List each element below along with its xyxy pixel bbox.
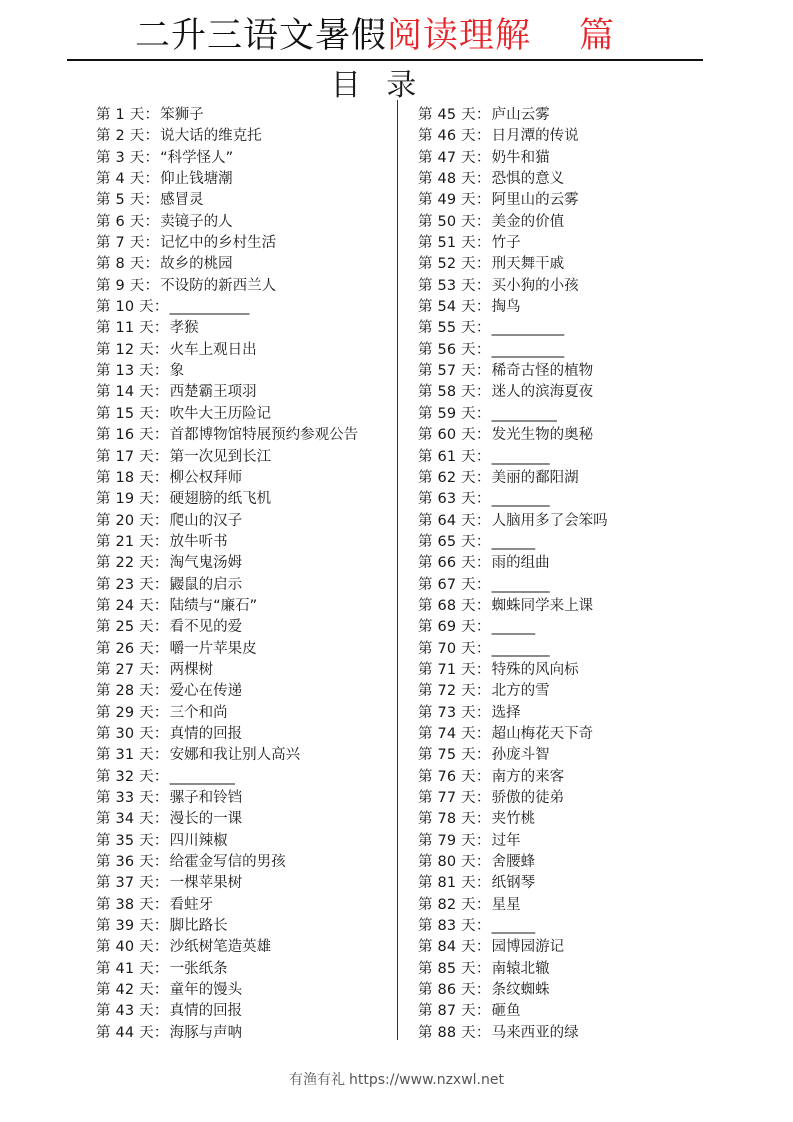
toc-entry	[418, 788, 718, 809]
toc-entry-title: 爬山的汉子	[169, 512, 243, 529]
toc-entry	[418, 276, 718, 297]
title-black-part: 二升三语文暑假	[135, 16, 388, 56]
toc-entry-title: 星星	[491, 896, 521, 913]
toc-entry-day: 第 23 天：	[96, 576, 169, 593]
toc-entry-title: 两棵树	[169, 661, 214, 678]
toc-entry-day: 第 16 天：	[96, 427, 169, 444]
toc-entry-title: 记忆中的乡村生活	[160, 235, 277, 252]
toc-entry	[96, 724, 396, 745]
toc-entry-title: 漫长的一课	[169, 811, 243, 828]
toc-entry-title: 仰止钱塘潮	[160, 171, 233, 188]
toc-entry	[96, 703, 396, 724]
toc-entry-title: ________	[491, 491, 550, 508]
toc-entry	[418, 980, 718, 1001]
toc-entry-title: _________	[491, 405, 557, 422]
toc-entry-title: __________	[491, 320, 565, 337]
toc-entry-title: 砸鱼	[491, 1003, 521, 1020]
toc-entry	[418, 745, 718, 766]
toc-entry	[418, 489, 718, 510]
toc-entry-title: ________	[491, 640, 550, 657]
toc-entry	[418, 212, 718, 233]
toc-entry-title: 海豚与声呐	[169, 1024, 243, 1041]
toc-entry	[418, 937, 718, 958]
toc-entry	[96, 404, 396, 425]
toc-entry-title: 淘气鬼汤姆	[169, 555, 243, 572]
toc-entry-title: 笨狮子	[160, 107, 204, 123]
toc-entry-day: 第 85 天：	[418, 960, 491, 977]
toc-entry-day: 第 53 天：	[418, 277, 491, 294]
toc-entry-day: 第 88 天：	[418, 1024, 491, 1041]
toc-entry	[96, 660, 396, 681]
toc-entry	[418, 233, 718, 254]
toc-entry	[96, 1001, 396, 1022]
toc-entry-title: 一张纸条	[169, 960, 228, 977]
toc-entry-day: 第 61 天：	[418, 448, 491, 465]
toc-heading: 目 录	[330, 68, 425, 103]
toc-entry-day: 第 29 天：	[96, 704, 169, 721]
toc-entry-day: 第 54 天：	[418, 299, 491, 316]
toc-entry-title: 孝猴	[169, 320, 199, 337]
toc-entry	[96, 468, 396, 489]
toc-entry-day: 第 11 天：	[96, 320, 169, 337]
toc-entry-day: 第 64 天：	[418, 512, 491, 529]
toc-entry-day: 第 4 天：	[96, 171, 160, 188]
toc-entry	[418, 382, 718, 403]
toc-entry-title: 安娜和我让别人高兴	[169, 747, 301, 764]
toc-entry-day: 第 68 天：	[418, 597, 491, 614]
toc-entry	[96, 937, 396, 958]
toc-entry	[96, 169, 396, 190]
toc-entry-title: 说大话的维克托	[160, 128, 262, 145]
toc-entry	[96, 681, 396, 702]
toc-entry	[418, 425, 718, 446]
toc-entry-day: 第 57 天：	[418, 363, 491, 380]
toc-entry-day: 第 27 天：	[96, 661, 169, 678]
toc-entry-title: 西楚霸王项羽	[169, 384, 257, 401]
toc-entry-day: 第 80 天：	[418, 854, 491, 871]
toc-entry	[96, 895, 396, 916]
toc-column-right	[418, 105, 718, 1044]
toc-entry-day: 第 15 天：	[96, 405, 169, 422]
toc-entry	[418, 297, 718, 318]
toc-entry	[96, 318, 396, 339]
column-divider	[397, 100, 398, 1040]
toc-entry-title: ______	[491, 918, 536, 935]
toc-entry	[96, 447, 396, 468]
toc-entry-day: 第 67 天：	[418, 576, 491, 593]
toc-entry-day: 第 32 天：	[96, 768, 169, 785]
toc-entry-title: 感冒灵	[160, 192, 204, 209]
toc-entry-day: 第 84 天：	[418, 939, 491, 956]
toc-entry-day: 第 71 天：	[418, 661, 491, 678]
toc-entry	[96, 425, 396, 446]
toc-entry-title: 阿里山的云雾	[491, 192, 579, 209]
toc-entry	[418, 724, 718, 745]
toc-entry	[418, 1023, 718, 1044]
toc-entry	[96, 297, 396, 318]
toc-entry-day: 第 26 天：	[96, 640, 169, 657]
page-title	[135, 14, 615, 58]
toc-entry-day: 第 49 天：	[418, 192, 491, 209]
toc-entry-title: 嚼一片苹果皮	[169, 640, 257, 657]
toc-entry-day: 第 55 天：	[418, 320, 491, 337]
toc-entry	[418, 340, 718, 361]
toc-entry-day: 第 52 天：	[418, 256, 491, 273]
toc-entry-title: 恐惧的意义	[491, 171, 565, 188]
toc-entry-title: 吹牛大王历险记	[169, 405, 272, 422]
toc-entry-title: 马来西亚的绿	[491, 1024, 579, 1041]
toc-column-left	[96, 105, 396, 1044]
toc-entry-title: 柳公权拜师	[169, 469, 243, 486]
toc-entry-title: 一棵苹果树	[169, 875, 243, 892]
toc-entry-title: 美丽的鄱阳湖	[491, 469, 579, 486]
toc-entry-day: 第 33 天：	[96, 790, 169, 806]
toc-entry	[418, 959, 718, 980]
toc-entry-title: 故乡的桃园	[160, 256, 233, 273]
toc-entry	[96, 639, 396, 660]
toc-entry	[96, 596, 396, 617]
toc-entry-title: ________	[491, 448, 550, 465]
toc-entry-title: 园博园游记	[491, 939, 565, 956]
toc-entry-day: 第 86 天：	[418, 982, 491, 999]
toc-entry-title: 奶牛和猫	[491, 149, 550, 166]
toc-entry	[418, 404, 718, 425]
toc-entry-day: 第 13 天：	[96, 363, 169, 380]
toc-entry	[96, 916, 396, 937]
toc-entry-title: __________	[491, 341, 565, 358]
toc-entry-day: 第 9 天：	[96, 277, 160, 294]
toc-entry-title: 美金的价值	[491, 213, 565, 230]
toc-entry-title: 夹竹桃	[491, 811, 536, 828]
toc-entry-title: 舍腰蜂	[491, 854, 536, 871]
toc-entry-title: 迷人的滨海夏夜	[491, 384, 594, 401]
toc-entry	[418, 703, 718, 724]
toc-entry-day: 第 63 天：	[418, 491, 491, 508]
toc-entry-day: 第 87 天：	[418, 1003, 491, 1020]
toc-entry-day: 第 24 天：	[96, 597, 169, 614]
toc-entry-day: 第 6 天：	[96, 213, 160, 230]
toc-entry-day: 第 81 天：	[418, 875, 491, 892]
toc-entry-day: 第 22 天：	[96, 555, 169, 572]
toc-entry-title: 蜘蛛同学来上课	[491, 597, 594, 614]
toc-entry-day: 第 10 天：	[96, 299, 169, 316]
toc-entry-title: 南方的来客	[491, 768, 565, 785]
toc-entry	[96, 105, 396, 126]
toc-entry	[96, 617, 396, 638]
toc-entry	[96, 532, 396, 553]
toc-entry-day: 第 21 天：	[96, 533, 169, 550]
toc-entry-day: 第 30 天：	[96, 725, 169, 742]
toc-entry	[96, 1023, 396, 1044]
toc-entry-title: 鼹鼠的启示	[169, 576, 243, 593]
toc-entry-day: 第 36 天：	[96, 854, 169, 871]
toc-entry-title: 爱心在传递	[169, 683, 243, 700]
toc-entry-title: 四川辣椒	[169, 832, 228, 849]
toc-entry-title: 北方的雪	[491, 683, 550, 700]
toc-entry-day: 第 39 天：	[96, 918, 169, 935]
toc-entry	[96, 511, 396, 532]
toc-entry	[418, 254, 718, 275]
toc-entry-day: 第 72 天：	[418, 683, 491, 700]
toc-entry	[418, 361, 718, 382]
toc-entry-day: 第 40 天：	[96, 939, 169, 956]
title-red-part: 阅读理解	[387, 16, 532, 56]
toc-entry-day: 第 50 天：	[418, 213, 491, 230]
toc-entry	[418, 831, 718, 852]
toc-entry	[96, 873, 396, 894]
toc-entry-day: 第 38 天：	[96, 896, 169, 913]
toc-entry-day: 第 17 天：	[96, 448, 169, 465]
toc-entry-day: 第 44 天：	[96, 1024, 169, 1041]
toc-entry	[96, 809, 396, 830]
toc-entry-title: 真情的回报	[169, 1003, 243, 1020]
toc-entry-title: ______	[491, 619, 536, 636]
page-header	[0, 0, 793, 70]
toc-entry	[96, 126, 396, 147]
toc-entry-title: 竹子	[491, 235, 521, 252]
toc-entry	[96, 382, 396, 403]
toc-entry	[418, 126, 718, 147]
toc-entry-day: 第 8 天：	[96, 256, 160, 273]
toc-entry-day: 第 46 天：	[418, 128, 491, 145]
toc-entry-title: 过年	[491, 832, 521, 849]
toc-entry-day: 第 45 天：	[418, 107, 491, 123]
toc-entry-title: 第一次见到长江	[169, 448, 272, 465]
toc-entry-title: 首都博物馆特展预约参观公告	[169, 427, 359, 444]
toc-entry-day: 第 73 天：	[418, 704, 491, 721]
toc-entry	[418, 318, 718, 339]
toc-entry-day: 第 5 天：	[96, 192, 160, 209]
toc-entry	[96, 190, 396, 211]
toc-entry	[96, 212, 396, 233]
toc-entry-day: 第 7 天：	[96, 235, 160, 252]
toc-entry-day: 第 59 天：	[418, 405, 491, 422]
toc-entry	[96, 788, 396, 809]
toc-entry-title: ______	[491, 533, 536, 550]
toc-entry-day: 第 14 天：	[96, 384, 169, 401]
toc-entry	[418, 447, 718, 468]
toc-entry-title: 象	[169, 363, 185, 380]
toc-entry-day: 第 28 天：	[96, 683, 169, 700]
toc-entry-day: 第 43 天：	[96, 1003, 169, 1020]
toc-entry-title: 骄傲的徒弟	[491, 790, 565, 806]
toc-entry-title: _________	[169, 768, 235, 785]
toc-entry	[96, 489, 396, 510]
footer	[0, 1070, 793, 1090]
toc-entry-title: 发光生物的奥秘	[491, 427, 594, 444]
toc-entry-day: 第 78 天：	[418, 811, 491, 828]
toc-entry-day: 第 1 天：	[96, 107, 160, 123]
toc-entry-title: 稀奇古怪的植物	[491, 363, 594, 380]
toc-entry-title: 雨的组曲	[491, 555, 550, 572]
toc-entry	[96, 361, 396, 382]
toc-entry-day: 第 77 天：	[418, 790, 491, 806]
toc-entry-title: 买小狗的小孩	[491, 277, 579, 294]
toc-entry-day: 第 62 天：	[418, 469, 491, 486]
toc-entry	[96, 148, 396, 169]
toc-entry-day: 第 79 天：	[418, 832, 491, 849]
toc-entry-day: 第 60 天：	[418, 427, 491, 444]
toc-entry	[96, 575, 396, 596]
toc-entry-title: 条纹蜘蛛	[491, 982, 550, 999]
toc-entry-title: 沙纸树笔造英雄	[169, 939, 272, 956]
toc-entry-title: 卖镜子的人	[160, 213, 233, 230]
toc-entry	[418, 511, 718, 532]
toc-entry-title: 陆绩与“廉石”	[169, 597, 258, 614]
toc-entry-day: 第 75 天：	[418, 747, 491, 764]
toc-entry	[418, 596, 718, 617]
toc-entry-day: 第 2 天：	[96, 128, 160, 145]
toc-entry-title: 日月潭的传说	[491, 128, 579, 145]
toc-entry-title: ________	[491, 576, 550, 593]
toc-entry-day: 第 25 天：	[96, 619, 169, 636]
toc-entry-day: 第 48 天：	[418, 171, 491, 188]
toc-entry-day: 第 74 天：	[418, 725, 491, 742]
toc-entry	[418, 852, 718, 873]
toc-entry-title: 掏鸟	[491, 299, 521, 316]
toc-entry-day: 第 65 天：	[418, 533, 491, 550]
toc-entry	[418, 190, 718, 211]
toc-entry-day: 第 35 天：	[96, 832, 169, 849]
toc-entry-title: 刑天舞干戚	[491, 256, 565, 273]
toc-entry-day: 第 83 天：	[418, 918, 491, 935]
toc-entry	[96, 340, 396, 361]
toc-entry-day: 第 76 天：	[418, 768, 491, 785]
toc-entry	[418, 105, 718, 126]
toc-entry	[418, 617, 718, 638]
toc-entry	[96, 745, 396, 766]
toc-entry	[418, 660, 718, 681]
toc-entry	[418, 873, 718, 894]
toc-entry-day: 第 51 天：	[418, 235, 491, 252]
toc-entry-day: 第 12 天：	[96, 341, 169, 358]
footer-site-name: 有渔有礼	[289, 1072, 345, 1088]
toc-entry	[96, 959, 396, 980]
toc-entry-day: 第 42 天：	[96, 982, 169, 999]
toc-entry-title: “科学怪人”	[160, 149, 234, 166]
toc-entry	[96, 852, 396, 873]
toc-entry-title: 三个和尚	[169, 704, 228, 721]
title-underline	[67, 59, 703, 61]
toc-entry	[418, 895, 718, 916]
toc-entry-day: 第 37 天：	[96, 875, 169, 892]
toc-entry-title: 孙庞斗智	[491, 747, 550, 764]
toc-entry-title: 人脑用多了会笨吗	[491, 512, 608, 529]
toc-entry	[96, 254, 396, 275]
toc-entry-title: 选择	[491, 704, 521, 721]
toc-entry-title: 看不见的爱	[169, 619, 243, 636]
toc-entry-day: 第 31 天：	[96, 747, 169, 764]
toc-entry	[96, 980, 396, 1001]
toc-entry-day: 第 82 天：	[418, 896, 491, 913]
toc-entry-title: 庐山云雾	[491, 107, 550, 123]
toc-entry-day: 第 47 天：	[418, 149, 491, 166]
toc-entry-day: 第 20 天：	[96, 512, 169, 529]
toc-entry-day: 第 19 天：	[96, 491, 169, 508]
toc-entry	[418, 916, 718, 937]
toc-entry-title: 童年的馒头	[169, 982, 243, 999]
toc-entry	[418, 532, 718, 553]
toc-entry-day: 第 58 天：	[418, 384, 491, 401]
title-red-end: 篇	[579, 16, 616, 56]
toc-entry-title: 硬翅膀的纸飞机	[169, 491, 272, 508]
toc-entry	[418, 468, 718, 489]
toc-entry	[418, 809, 718, 830]
toc-entry-title: 看蛀牙	[169, 896, 214, 913]
toc-entry-title: 特殊的风向标	[491, 661, 579, 678]
toc-entry	[96, 233, 396, 254]
toc-entry-title: 超山梅花天下奇	[491, 725, 594, 742]
toc-entry	[418, 1001, 718, 1022]
toc-entry	[96, 767, 396, 788]
toc-entry	[418, 639, 718, 660]
toc-entry-title: 放牛听书	[169, 533, 228, 550]
toc-entry-title: 南辕北辙	[491, 960, 550, 977]
toc-entry-title: 火车上观日出	[169, 341, 257, 358]
toc-entry-day: 第 18 天：	[96, 469, 169, 486]
toc-entry-title: 纸钢琴	[491, 875, 536, 892]
toc-entry-title: ___________	[169, 299, 250, 316]
toc-entry-day: 第 34 天：	[96, 811, 169, 828]
toc-entry	[96, 831, 396, 852]
toc-entry	[96, 276, 396, 297]
toc-entry	[418, 169, 718, 190]
toc-entry-title: 给霍金写信的男孩	[169, 854, 286, 871]
toc-entry-title: 骡子和铃铛	[169, 790, 243, 806]
toc-entry-title: 脚比路长	[169, 918, 228, 935]
toc-entry-title: 不设防的新西兰人	[160, 277, 277, 294]
toc-entry-day: 第 56 天：	[418, 341, 491, 358]
toc-entry-day: 第 70 天：	[418, 640, 491, 657]
toc-entry	[418, 553, 718, 574]
toc-entry-title: 真情的回报	[169, 725, 243, 742]
toc-entry-day: 第 66 天：	[418, 555, 491, 572]
toc-entry	[418, 148, 718, 169]
footer-url: https://www.nzxwl.net	[349, 1072, 504, 1088]
toc-entry	[418, 575, 718, 596]
toc-entry	[418, 767, 718, 788]
toc-entry-day: 第 3 天：	[96, 149, 160, 166]
toc-entry	[96, 553, 396, 574]
toc-entry-day: 第 41 天：	[96, 960, 169, 977]
toc-entry-day: 第 69 天：	[418, 619, 491, 636]
toc-entry	[418, 681, 718, 702]
